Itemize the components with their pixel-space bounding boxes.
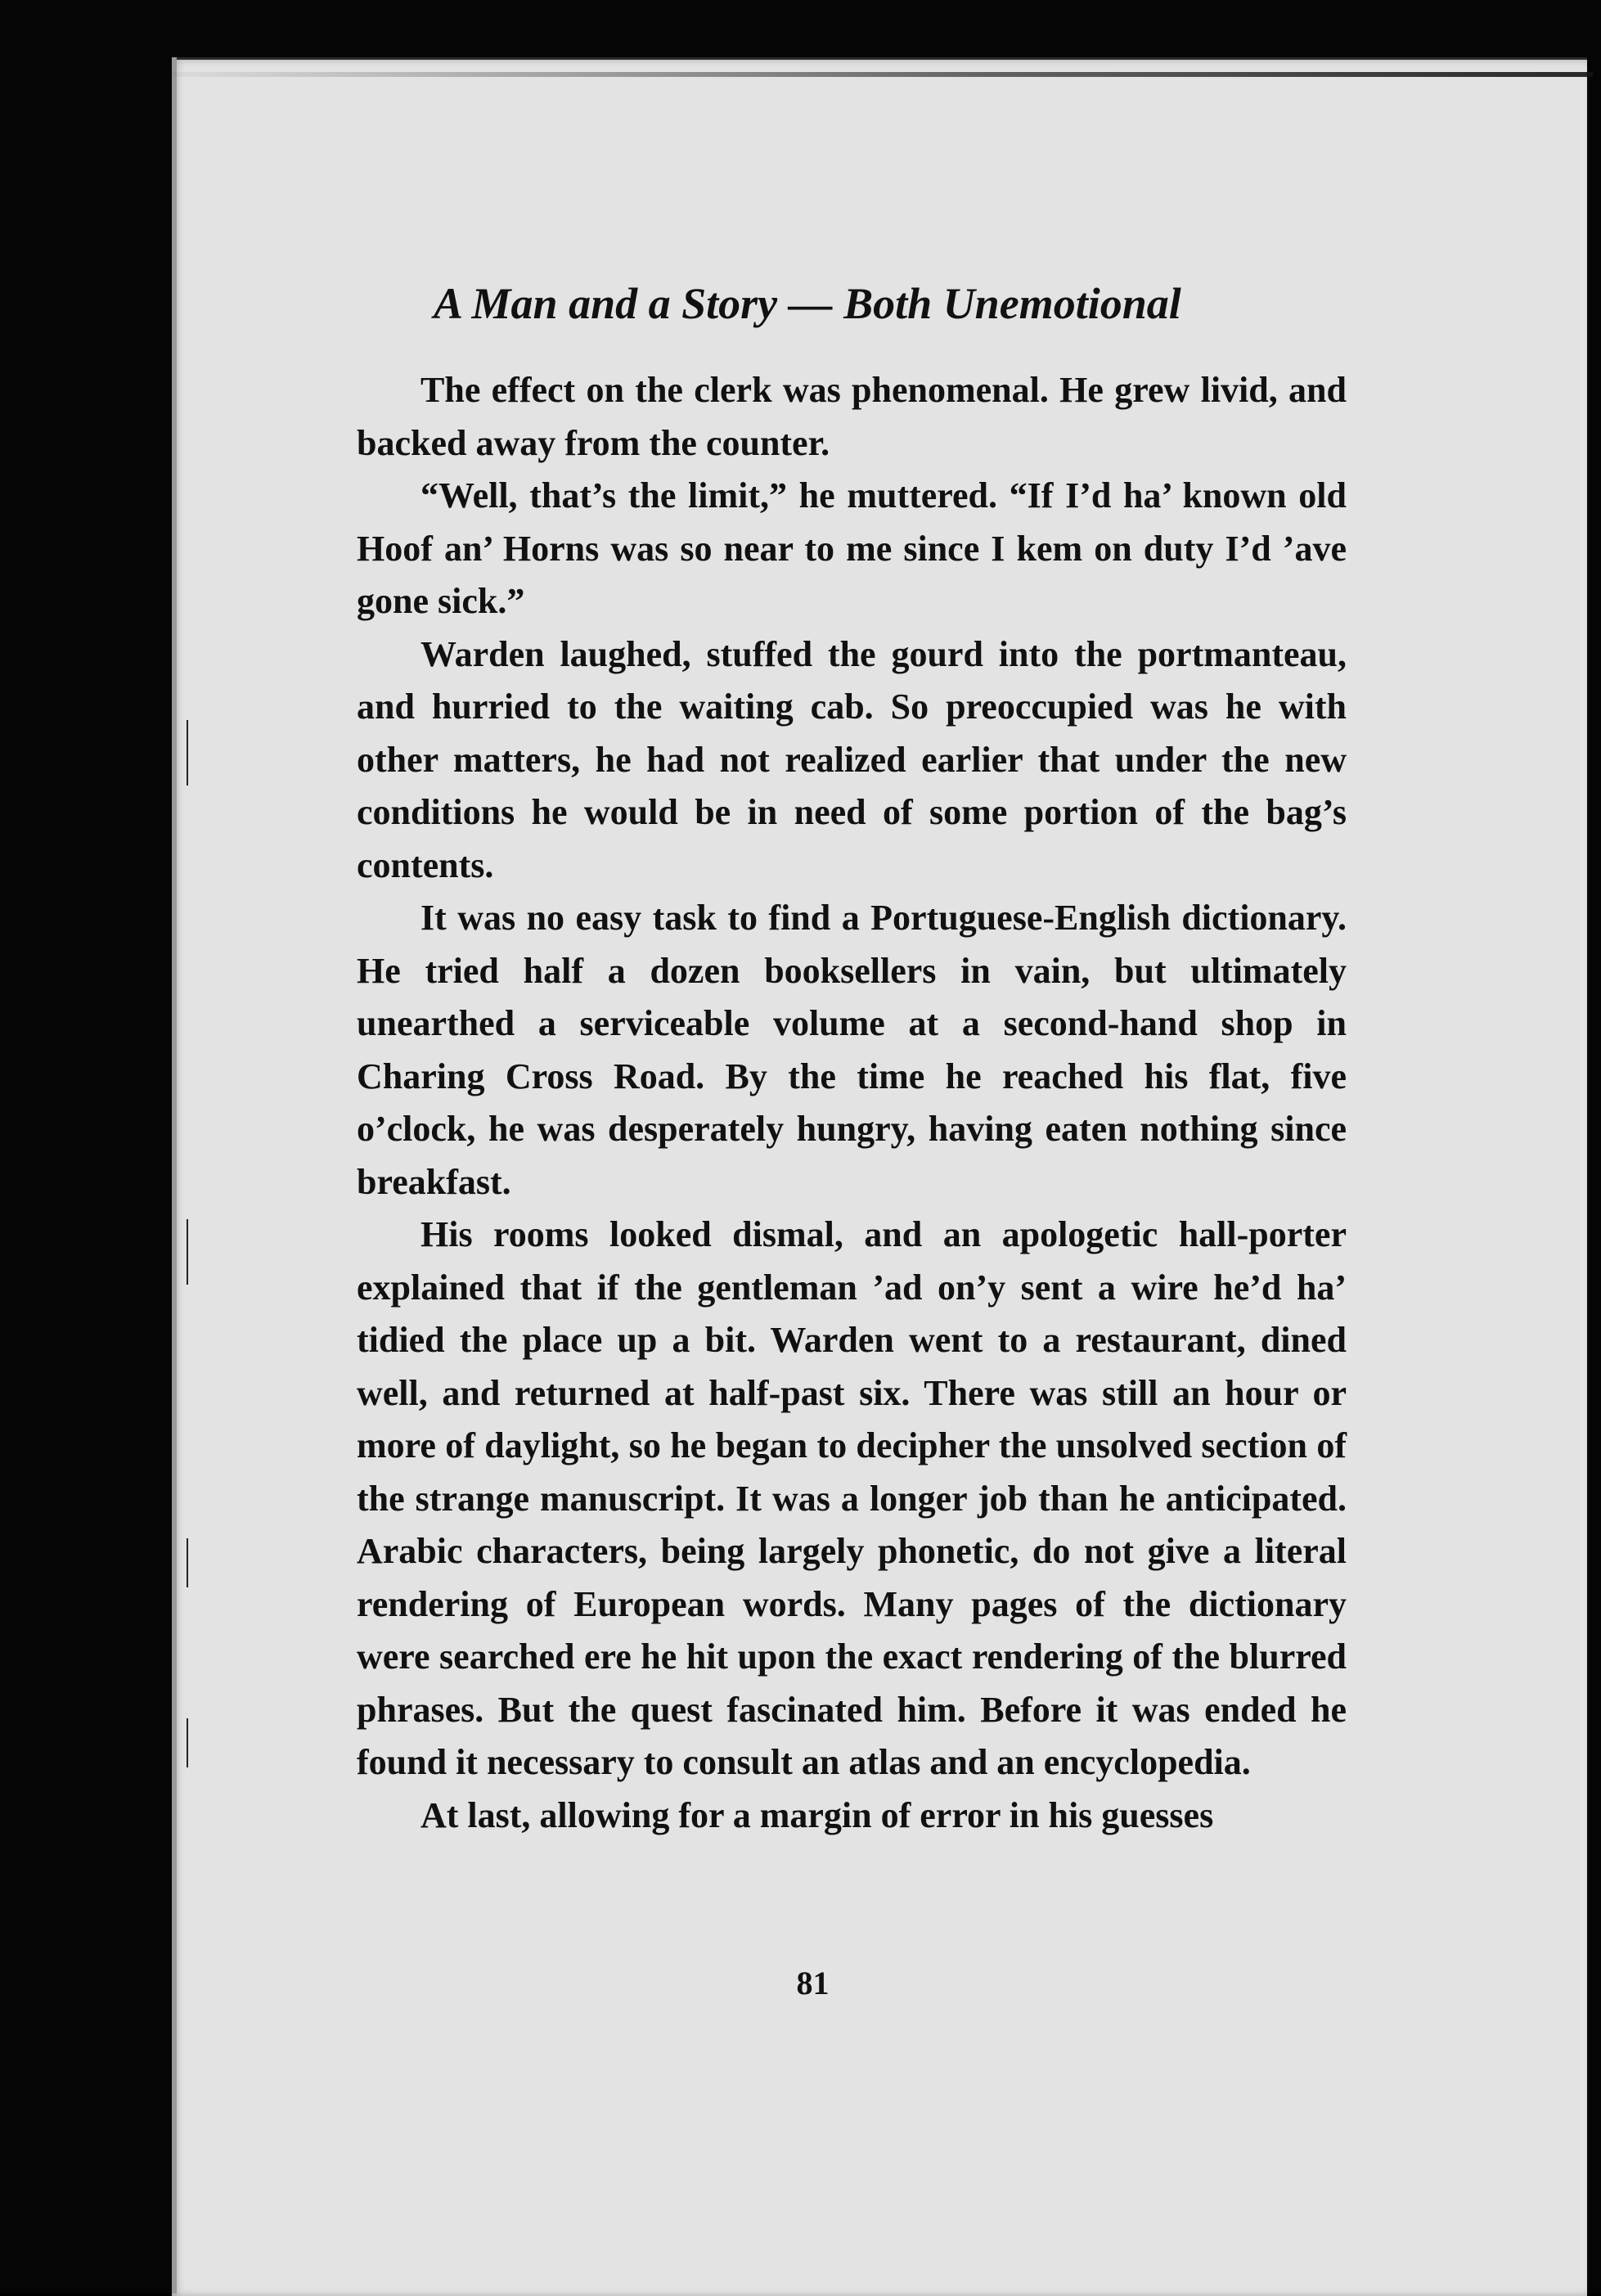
margin-mark [187,1219,188,1285]
margin-mark [187,1718,188,1767]
paragraph: At last, allowing for a margin of error in his guesses [420,1794,1214,1835]
paragraph: “Well, that’s the limit,” he muttered. “If I’d ha’ known old Hoof an’ Horns was so near to me since I kem on duty I’d ’ave gone sick.” [357,475,1347,621]
margin-mark [187,720,188,786]
paragraph: Warden laughed, stuffed the gourd into the portmanteau, and hurried to the waiting cab. So preoccupied was he with other matters, he had not realized earlier that under the new conditions he would be in need of some portion of the bag’s contents. [357,633,1347,885]
margin-mark [187,1538,188,1587]
page-left-edge [172,57,177,2294]
paragraph: It was no easy task to find a Portuguese-English dictionary. He tried half a dozen booksellers in vain, but ultimately unearthed a serviceable volume at a second-hand shop in Charing Cross Road. By the time he reached his flat, five o’clock, he was desperately hungry, having eaten nothing since breakfast. [357,898,1347,1202]
paragraph: His rooms looked dismal, and an apologetic hall-porter explained that if the gentleman ’ad on’y sent a wire he’d ha’ tidied the place up a bit. Warden went to a restaurant, dined well, and returned at half-past six. There was still an hour or more of daylight, so he began to decipher the unsolved section of the strange manuscript. It was a longer job than he anticipated. Arabic characters, being largely phonetic, do not give a literal rendering of European words. Many pages of the dictionary were searched ere he hit upon the exact rendering of the blurred phrases. But the quest fascinated him. Before it was ended he found it necessary to consult an atlas and an encyclopedia. [357,1214,1347,1782]
running-head: A Man and a Story — Both Unemotional [434,279,1181,328]
paragraph: The effect on the clerk was phenomenal. He grew livid, and backed away from the counter. [357,370,1347,463]
body-text [357,364,1347,1842]
page-number: 81 [796,1965,830,2001]
page-top-fold [120,72,1593,77]
